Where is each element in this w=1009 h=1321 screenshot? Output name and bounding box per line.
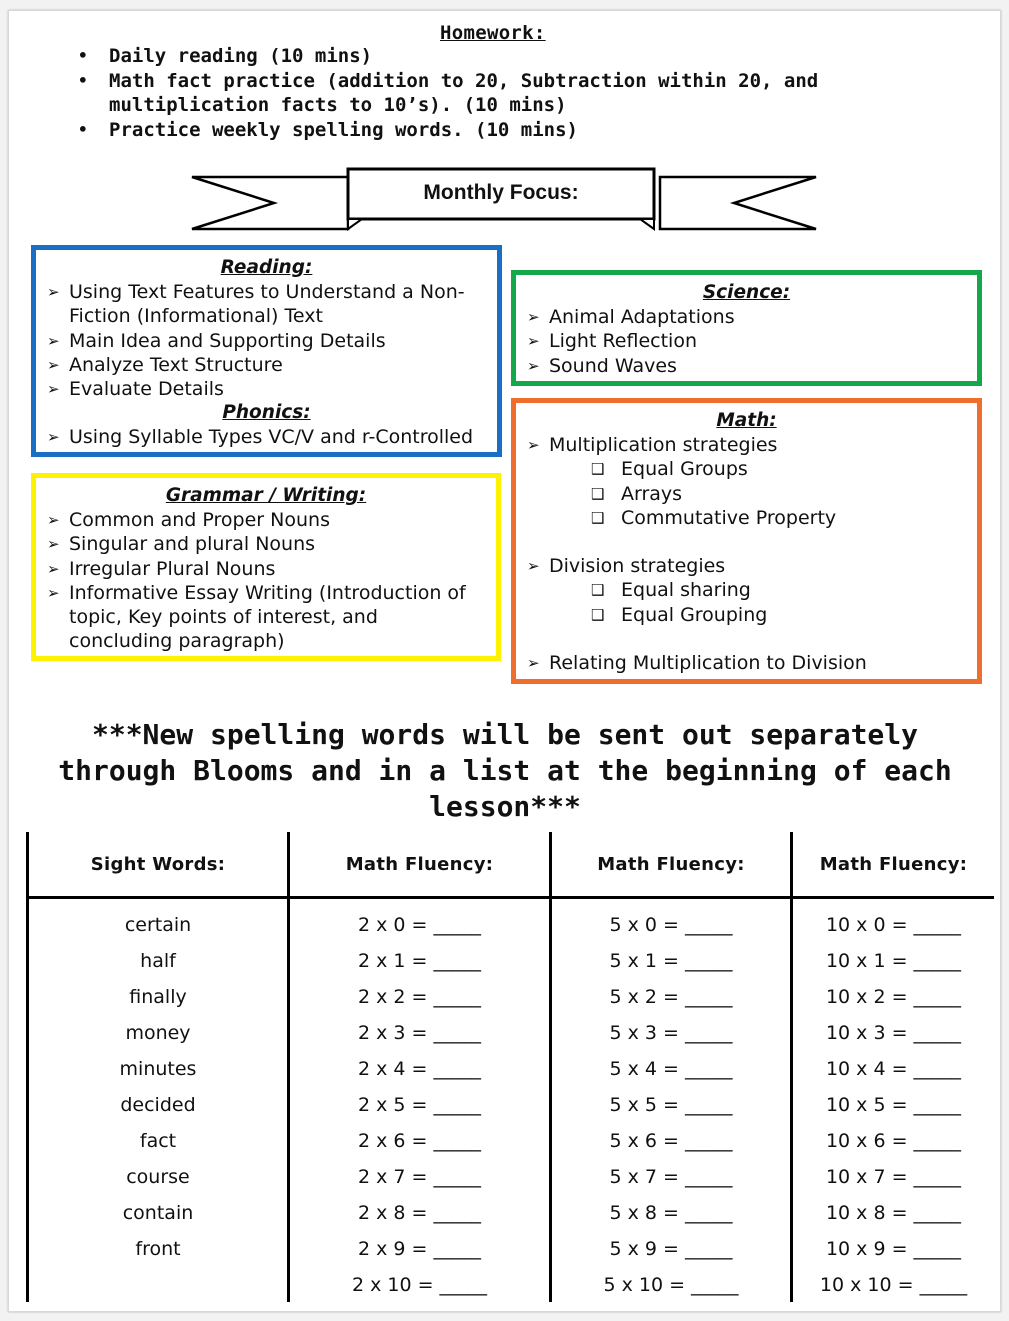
fluency-fact: 2 x 0 = _____ <box>358 914 481 936</box>
fluency-fact: 10 x 9 = _____ <box>825 1238 962 1260</box>
homework-item: • Daily reading (10 mins) <box>78 44 838 69</box>
fluency-fact: 5 x 9 = _____ <box>609 1238 733 1260</box>
homework-list <box>78 44 838 142</box>
fluency-fact: 10 x 6 = _____ <box>825 1130 962 1152</box>
fluency-fact: 5 x 4 = _____ <box>609 1058 733 1080</box>
fluency-fact: 10 x 10 = _____ <box>819 1274 968 1296</box>
reading-box <box>31 245 502 457</box>
grammar-item: ➢ Common and Proper Nouns <box>36 508 476 532</box>
fluency-fact: 10 x 8 = _____ <box>825 1202 962 1224</box>
fluency-fact: 5 x 3 = _____ <box>609 1022 733 1044</box>
fluency-fact: 5 x 7 = _____ <box>609 1166 733 1188</box>
fluency-fact: 2 x 10 = _____ <box>351 1274 488 1296</box>
math-item: ➢ Relating Multiplication to Division <box>516 651 977 675</box>
fluency-fact: 2 x 5 = _____ <box>358 1094 481 1116</box>
fluency-fact: 10 x 4 = _____ <box>825 1058 962 1080</box>
column-header: Math Fluency: <box>819 854 968 875</box>
fluency-fact: 5 x 5 = _____ <box>609 1094 733 1116</box>
reading-item: ➢ Main Idea and Supporting Details <box>36 329 466 353</box>
fluency-fact: 2 x 7 = _____ <box>358 1166 481 1188</box>
reading-item: ➢ Evaluate Details <box>36 377 466 401</box>
reading-item: ➢ Analyze Text Structure <box>36 353 466 377</box>
sight-word: fact <box>139 1130 177 1152</box>
sight-word: contain <box>122 1202 194 1224</box>
fluency-5-column <box>552 832 790 1304</box>
sight-words-column <box>29 832 287 1268</box>
grammar-item: ➢ Singular and plural Nouns <box>36 532 476 556</box>
sight-word: decided <box>120 1094 196 1116</box>
math-box <box>511 398 982 684</box>
fluency-fact: 5 x 2 = _____ <box>609 986 733 1008</box>
fluency-fact: 2 x 4 = _____ <box>358 1058 481 1080</box>
column-header: Math Fluency: <box>345 854 494 875</box>
math-subitem: ❑ Equal Grouping <box>516 603 977 627</box>
fluency-fact: 5 x 0 = _____ <box>609 914 733 936</box>
homework-title: Homework: <box>440 22 546 44</box>
phonics-item: ➢ Using Syllable Types VC/V and r-Controlled <box>36 425 497 449</box>
fluency-fact: 2 x 6 = _____ <box>358 1130 481 1152</box>
fluency-fact: 10 x 0 = _____ <box>825 914 962 936</box>
grammar-item: ➢ Irregular Plural Nouns <box>36 557 476 581</box>
fluency-fact: 10 x 7 = _____ <box>825 1166 962 1188</box>
column-header: Sight Words: <box>90 854 226 875</box>
sight-word: certain <box>124 914 192 936</box>
science-box <box>511 270 982 386</box>
column-header: Math Fluency: <box>597 854 745 875</box>
fluency-fact: 10 x 1 = _____ <box>825 950 962 972</box>
fluency-fact: 2 x 2 = _____ <box>358 986 481 1008</box>
math-subitem: ❑ Equal Groups <box>516 457 977 481</box>
fluency-fact: 5 x 1 = _____ <box>609 950 733 972</box>
grammar-title: Grammar / Writing: <box>165 485 367 506</box>
math-subitem: ❑ Equal sharing <box>516 578 977 602</box>
fluency-fact: 10 x 5 = _____ <box>825 1094 962 1116</box>
reading-title: Reading: <box>220 257 313 278</box>
homework-item: • Math fact practice (addition to 20, Subtraction within 20, and multiplication facts to 10’s). (10 mins) <box>78 69 838 118</box>
fluency-fact: 5 x 8 = _____ <box>609 1202 733 1224</box>
fluency-fact: 2 x 3 = _____ <box>358 1022 481 1044</box>
fluency-fact: 2 x 9 = _____ <box>358 1238 481 1260</box>
words-fluency-table <box>26 832 994 1302</box>
phonics-title: Phonics: <box>222 402 311 424</box>
homework-item: • Practice weekly spelling words. (10 mins) <box>78 118 838 143</box>
math-title: Math: <box>716 410 777 431</box>
reading-item: ➢ Using Text Features to Understand a Non-Fiction (Informational) Text <box>36 280 466 329</box>
fluency-fact: 10 x 2 = _____ <box>825 986 962 1008</box>
sight-word: half <box>140 950 176 972</box>
math-item: ➢ Division strategies <box>516 554 977 578</box>
fluency-2-column <box>290 832 549 1304</box>
sight-word: finally <box>129 986 187 1008</box>
science-title: Science: <box>702 282 791 303</box>
math-item: ➢ Multiplication strategies <box>516 433 977 457</box>
fluency-fact: 10 x 3 = _____ <box>825 1022 962 1044</box>
sight-word: money <box>125 1022 191 1044</box>
science-item: ➢ Sound Waves <box>516 354 977 378</box>
sight-word: front <box>135 1238 181 1260</box>
monthly-focus-title: Monthly Focus: <box>423 181 579 204</box>
sight-word: minutes <box>119 1058 197 1080</box>
fluency-fact: 5 x 6 = _____ <box>609 1130 733 1152</box>
math-subitem: ❑ Commutative Property <box>516 506 977 530</box>
fluency-fact: 2 x 8 = _____ <box>358 1202 481 1224</box>
sight-word: course <box>126 1166 190 1188</box>
grammar-writing-box <box>31 473 501 661</box>
fluency-fact: 2 x 1 = _____ <box>358 950 481 972</box>
fluency-fact: 5 x 10 = _____ <box>603 1274 739 1296</box>
grammar-item: ➢ Informative Essay Writing (Introduction of topic, Key points of interest, and concluding paragraph) <box>36 581 476 654</box>
spelling-note: ***New spelling words will be sent out separately through Blooms and in a list at the beginning of each lesson*** <box>58 718 952 823</box>
fluency-10-column <box>793 832 994 1304</box>
math-subitem: ❑ Arrays <box>516 482 977 506</box>
science-item: ➢ Animal Adaptations <box>516 305 977 329</box>
science-item: ➢ Light Reflection <box>516 329 977 353</box>
